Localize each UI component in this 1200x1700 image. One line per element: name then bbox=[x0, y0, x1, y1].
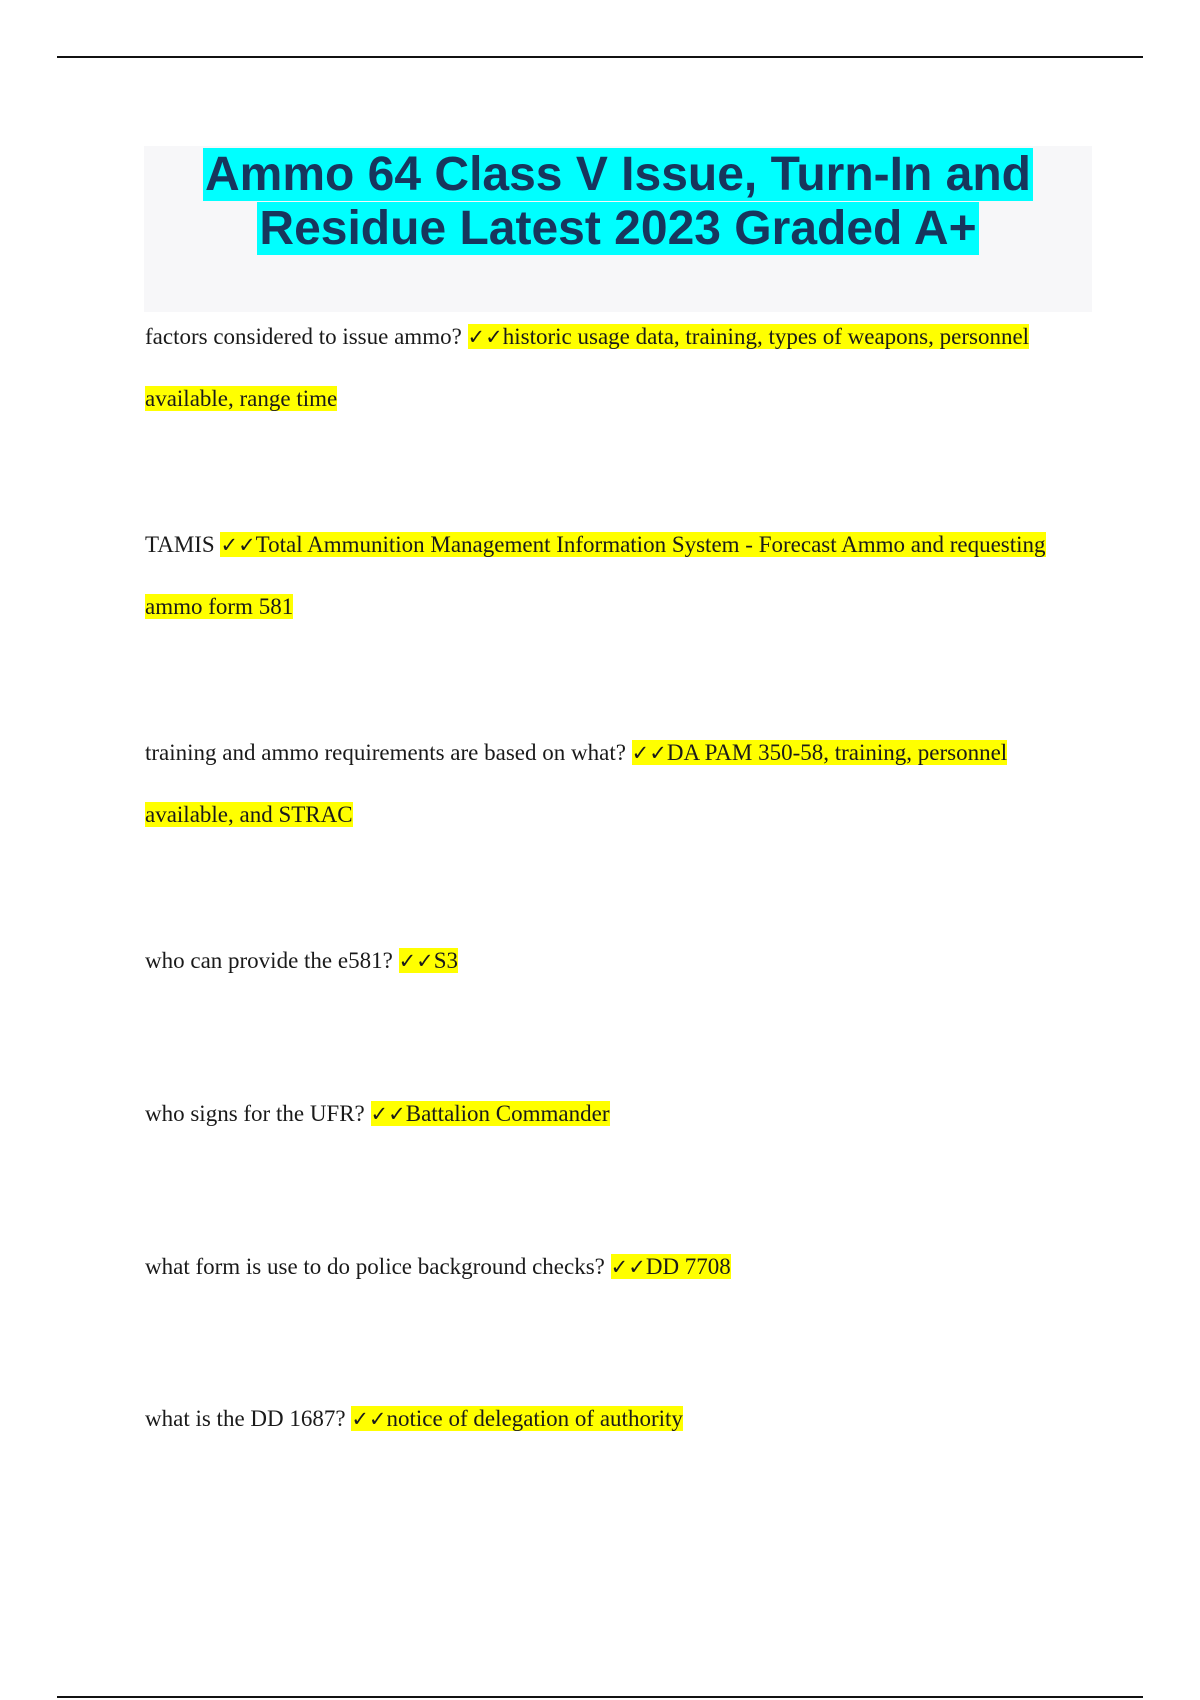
double-check-icon: ✓✓ bbox=[220, 533, 256, 557]
answer-text: Total Ammunition Management Information System - Forecast Ammo and requesting ammo form 581 bbox=[145, 532, 1046, 619]
double-check-icon: ✓✓ bbox=[351, 1407, 387, 1431]
header-rule bbox=[57, 56, 1143, 58]
document-title bbox=[144, 146, 1092, 256]
answer bbox=[371, 1101, 610, 1126]
answer-text: Battalion Commander bbox=[405, 1101, 610, 1126]
question: who signs for the UFR? bbox=[145, 1101, 371, 1126]
answer-text: DD 7708 bbox=[645, 1254, 731, 1279]
qa-item bbox=[145, 1083, 1095, 1145]
answer-text: notice of delegation of authority bbox=[386, 1406, 683, 1431]
qa-item bbox=[145, 930, 1095, 992]
title-line-1: Ammo 64 Class V Issue, Turn-In and bbox=[205, 148, 1031, 201]
qa-item bbox=[145, 306, 1095, 429]
question: what is the DD 1687? bbox=[145, 1406, 352, 1431]
double-check-icon: ✓✓ bbox=[631, 741, 667, 765]
answer-text: historic usage data, training, types of weapons, personnel available, range time bbox=[145, 324, 1030, 411]
question: factors considered to issue ammo? bbox=[145, 324, 468, 349]
footer-rule bbox=[57, 1696, 1143, 1698]
question: who can provide the e581? bbox=[145, 948, 399, 973]
qa-item bbox=[145, 1236, 1095, 1298]
answer bbox=[351, 1406, 683, 1431]
title-block bbox=[144, 146, 1092, 312]
double-check-icon: ✓✓ bbox=[370, 1102, 406, 1126]
answer-text: S3 bbox=[433, 948, 459, 973]
double-check-icon: ✓✓ bbox=[398, 949, 434, 973]
qa-item bbox=[145, 514, 1095, 637]
question: what form is use to do police background checks? bbox=[145, 1254, 611, 1279]
double-check-icon: ✓✓ bbox=[467, 325, 503, 349]
double-check-icon: ✓✓ bbox=[610, 1255, 646, 1279]
qa-item bbox=[145, 1388, 1095, 1450]
answer bbox=[399, 948, 459, 973]
question: training and ammo requirements are based on what? bbox=[145, 740, 632, 765]
answer bbox=[611, 1254, 731, 1279]
answer bbox=[145, 532, 1046, 619]
qa-item bbox=[145, 722, 1095, 845]
answer-text: DA PAM 350-58, training, personnel available, and STRAC bbox=[145, 740, 1008, 827]
question: TAMIS bbox=[145, 532, 221, 557]
title-line-2: Residue Latest 2023 Graded A+ bbox=[259, 202, 977, 255]
